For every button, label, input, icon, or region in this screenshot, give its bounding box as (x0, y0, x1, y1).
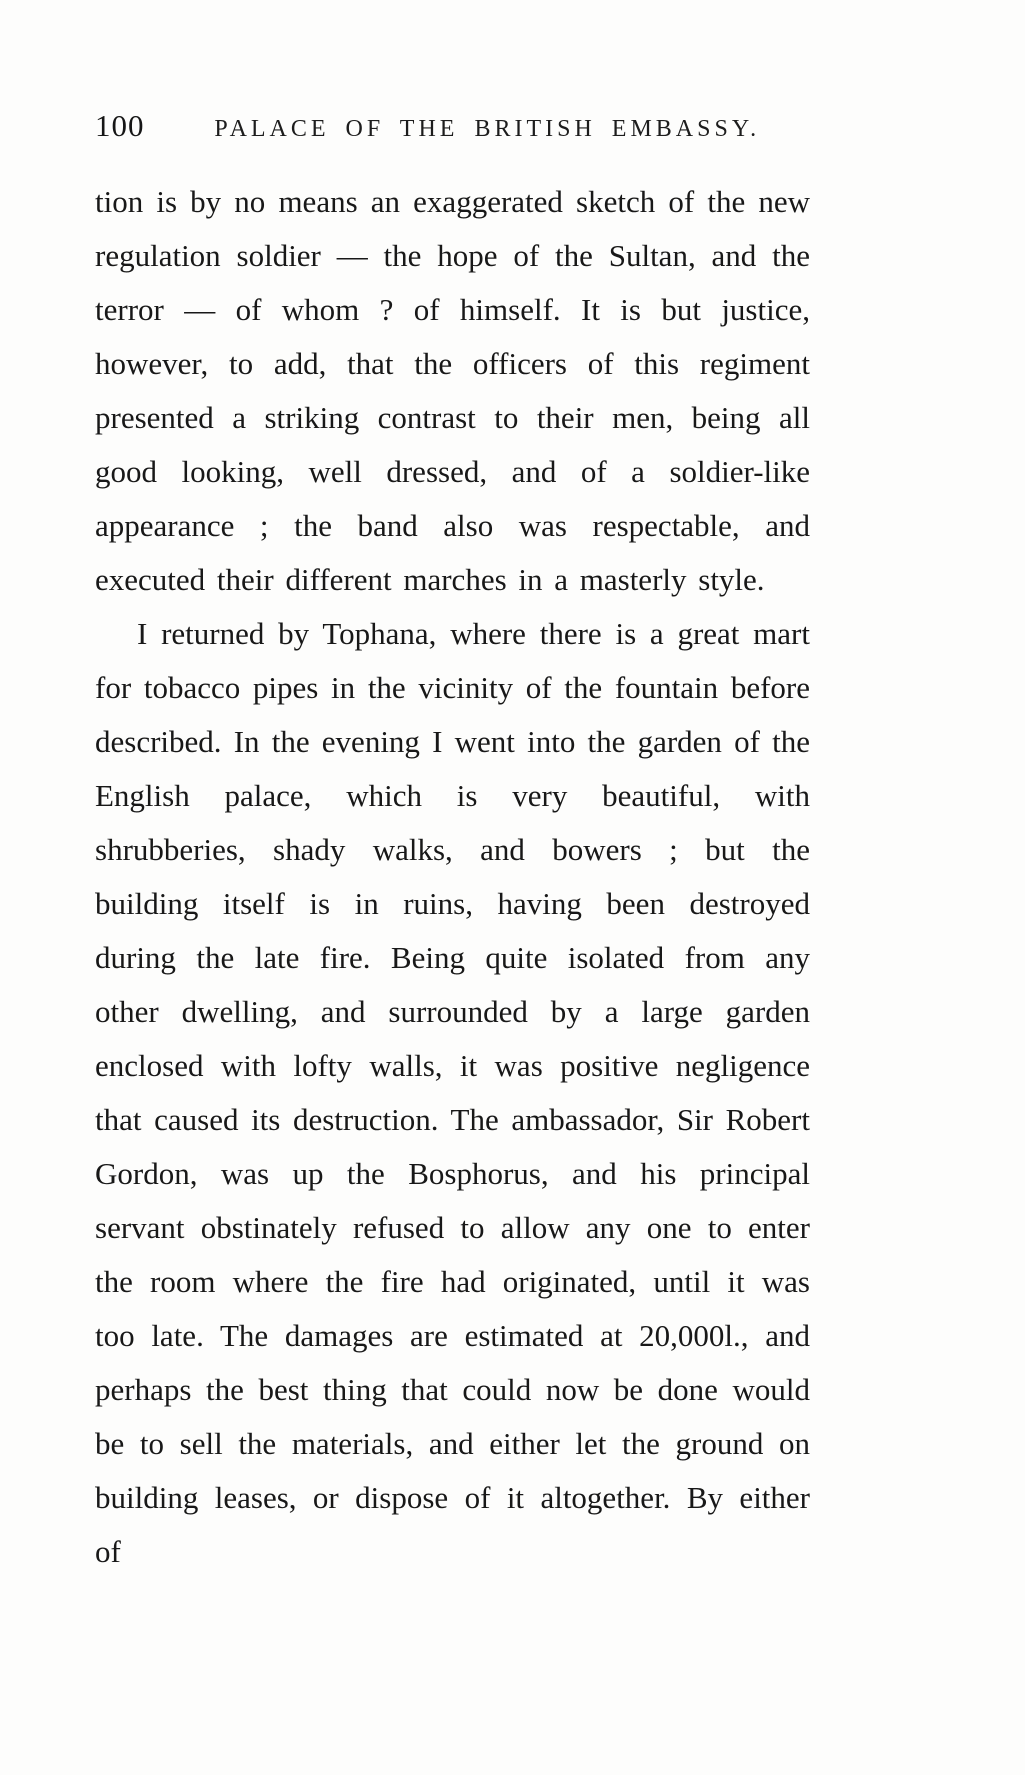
paragraph: I returned by Tophana, where there is a great mart for tobacco pipes in the vicinity of the fountain before described. In the evening I went into the garden of the English palace, which is very beautiful, with shrubberies, shady walks, and bowers ; but the building itself is in ruins, having been destroyed during the late fire. Being quite isolated from any other dwelling, and surrounded by a large garden enclosed with lofty walls, it was positive negligence that caused its destruction. The ambassador, Sir Robert Gordon, was up the Bosphorus, and his principal servant obstinately refused to allow any one to enter the room where the fire had originated, until it was too late. The damages are estimated at 20,000l., and perhaps the best thing that could now be done would be to sell the materials, and either let the ground on building leases, or dispose of it altogether. By either of (95, 616, 810, 1569)
page-body (95, 175, 810, 1579)
paragraph: tion is by no means an exaggerated sketch of the new regulation soldier — the hope of the Sultan, and the terror — of whom ? of himself. It is but justice, however, to add, that the officers of this regiment presented a striking contrast to their men, being all good looking, well dressed, and of a soldier-like appearance ; the band also was respectable, and executed their different marches in a masterly style. (95, 184, 810, 597)
running-title: PALACE OF THE BRITISH EMBASSY. (214, 116, 761, 142)
page-number: 100 (95, 108, 145, 143)
page-header (95, 108, 810, 144)
